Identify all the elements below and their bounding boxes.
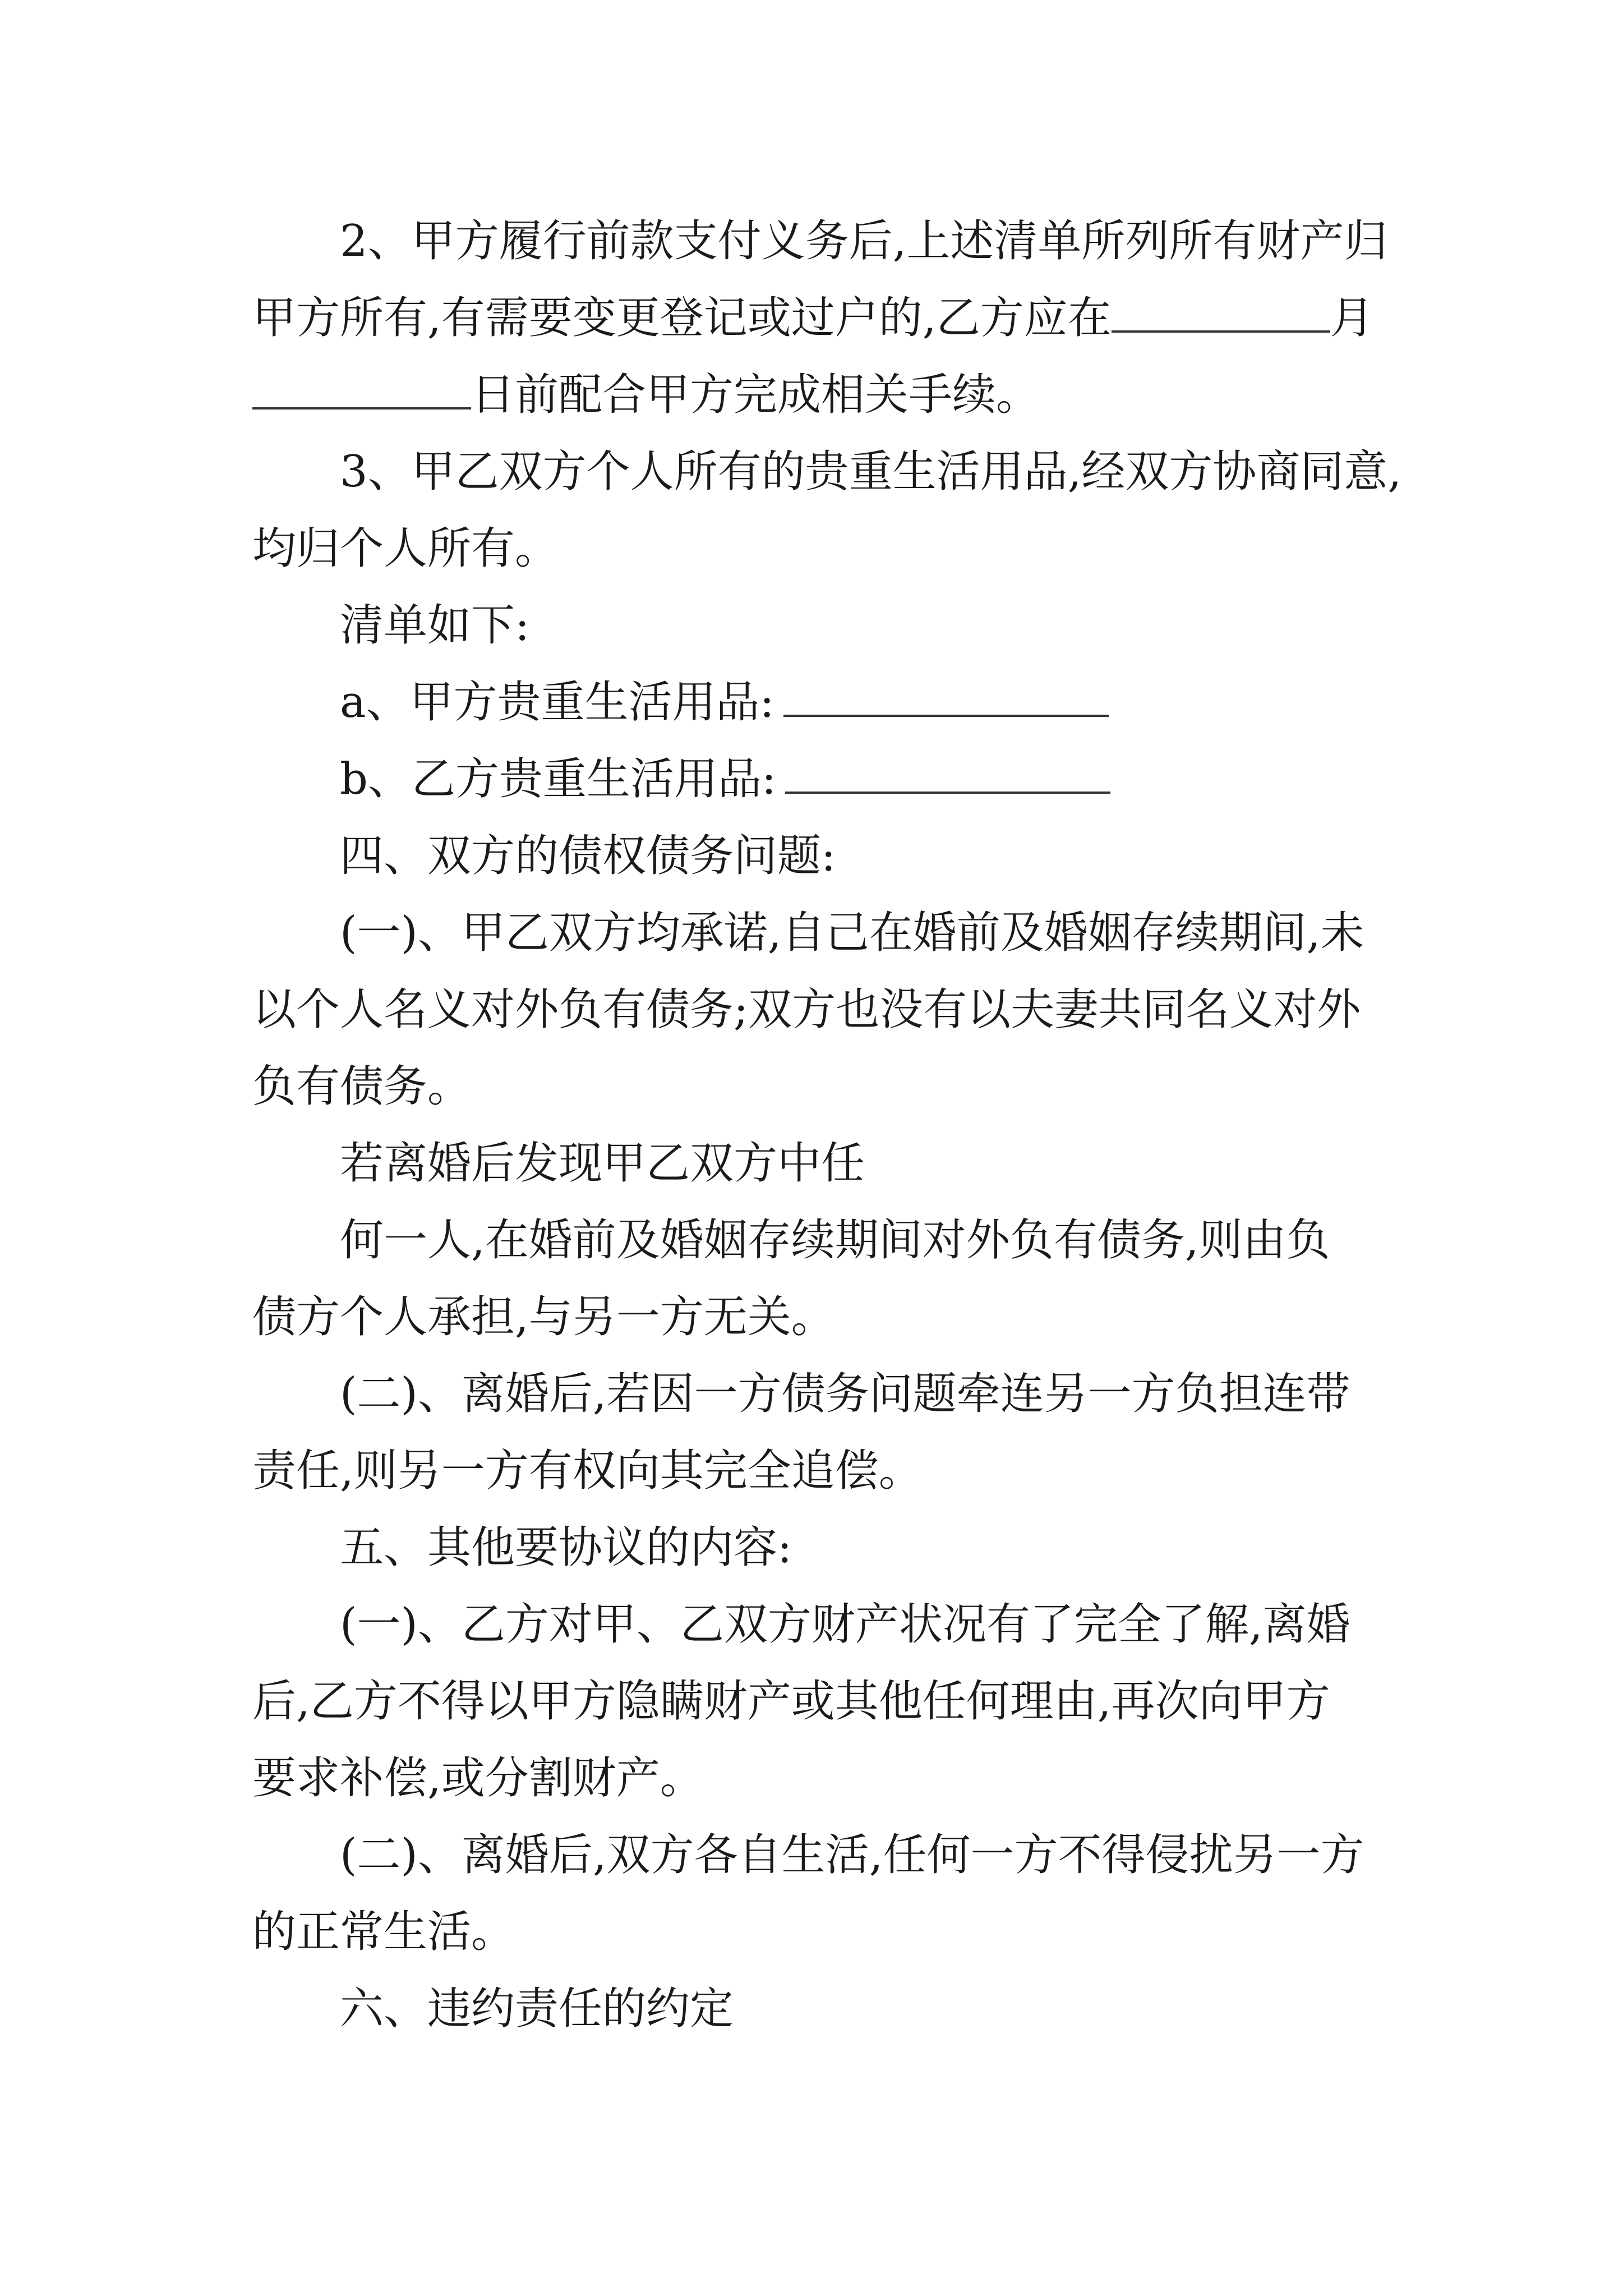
line-text: 债方个人承担,与另一方无关。: [252, 1292, 835, 1342]
line-text: 3、甲乙双方个人所有的贵重生活用品,经双方协商同意,: [340, 447, 1402, 497]
item-a-blank: [783, 675, 1109, 717]
line-text: 五、其他要协议的内容:: [340, 1522, 792, 1573]
section-5-1-line-3: [252, 1750, 1385, 1827]
line-text: 六、违约责任的约定: [340, 1984, 734, 2034]
line-text: 要求补偿,或分割财产。: [252, 1753, 704, 1803]
line-text: 月: [1330, 293, 1374, 343]
month-blank: [1112, 291, 1330, 333]
line-text: a、甲方贵重生活用品:: [340, 677, 774, 728]
paragraph-3-line-2: [252, 521, 1385, 597]
paragraph-2-line-1: [252, 213, 1388, 290]
section-4-1b-line-1: [252, 1135, 1385, 1212]
line-text: 若离婚后发现甲乙双方中任: [340, 1138, 865, 1189]
line-text: 何一人,在婚前及婚姻存续期间对外负有债务,则由负: [340, 1215, 1330, 1266]
section-4-1b-line-3: [252, 1289, 1385, 1366]
section-4-1-line-3: [252, 1059, 1385, 1135]
document-body: [252, 213, 1402, 2058]
day-blank: [252, 368, 471, 409]
line-text: 后,乙方不得以甲方隐瞒财产或其他任何理由,再次向甲方: [252, 1676, 1330, 1727]
section-4-2-line-2: [252, 1443, 1385, 1520]
line-text: 均归个人所有。: [252, 523, 559, 574]
item-b-blank: [785, 752, 1110, 794]
line-text: 四、双方的债权债务问题:: [340, 831, 836, 881]
line-text: (二)、离婚后,若因一方债务问题牵连另一方负担连带: [340, 1369, 1350, 1419]
list-heading: [252, 597, 1385, 674]
section-5-1-line-2: [252, 1673, 1385, 1750]
paragraph-2-line-2: [252, 290, 1385, 367]
line-text: 以个人名义对外负有债务;双方也没有以夫妻共同名义对外: [252, 984, 1361, 1035]
section-4-1-line-2: [252, 982, 1385, 1059]
section-6-heading: [252, 1981, 1385, 2058]
line-text: 日前配合甲方完成相关手续。: [471, 370, 1040, 420]
line-text: 清单如下:: [340, 600, 530, 651]
section-5-1-line-1: [252, 1596, 1385, 1673]
section-5-heading: [252, 1520, 1385, 1596]
section-4-2-line-1: [252, 1366, 1385, 1443]
list-item-a: [252, 674, 1385, 751]
line-text: 的正常生活。: [252, 1907, 515, 1957]
section-5-2-line-2: [252, 1904, 1385, 1981]
paragraph-2-line-3: [252, 367, 1385, 444]
section-5-2-line-1: [252, 1827, 1385, 1904]
line-text: 2、甲方履行前款支付义务后,上述清单所列所有财产归: [340, 216, 1388, 266]
line-text: 责任,则另一方有权向其完全追偿。: [252, 1446, 923, 1496]
section-4-1-line-1: [252, 905, 1385, 982]
section-4-heading: [252, 828, 1385, 905]
paragraph-3-line-1: [252, 444, 1402, 521]
line-text: 甲方所有,有需要变更登记或过户的,乙方应在: [252, 293, 1112, 343]
section-4-1b-line-2: [252, 1212, 1385, 1289]
line-text: 负有债务。: [252, 1061, 472, 1112]
line-text: (一)、甲乙双方均承诺,自己在婚前及婚姻存续期间,未: [340, 908, 1364, 958]
line-text: (一)、乙方对甲、乙双方财产状况有了完全了解,离婚: [340, 1599, 1350, 1650]
list-item-b: [252, 751, 1385, 828]
line-text: b、乙方贵重生活用品:: [340, 754, 777, 804]
line-text: (二)、离婚后,双方各自生活,任何一方不得侵扰另一方: [340, 1830, 1364, 1880]
